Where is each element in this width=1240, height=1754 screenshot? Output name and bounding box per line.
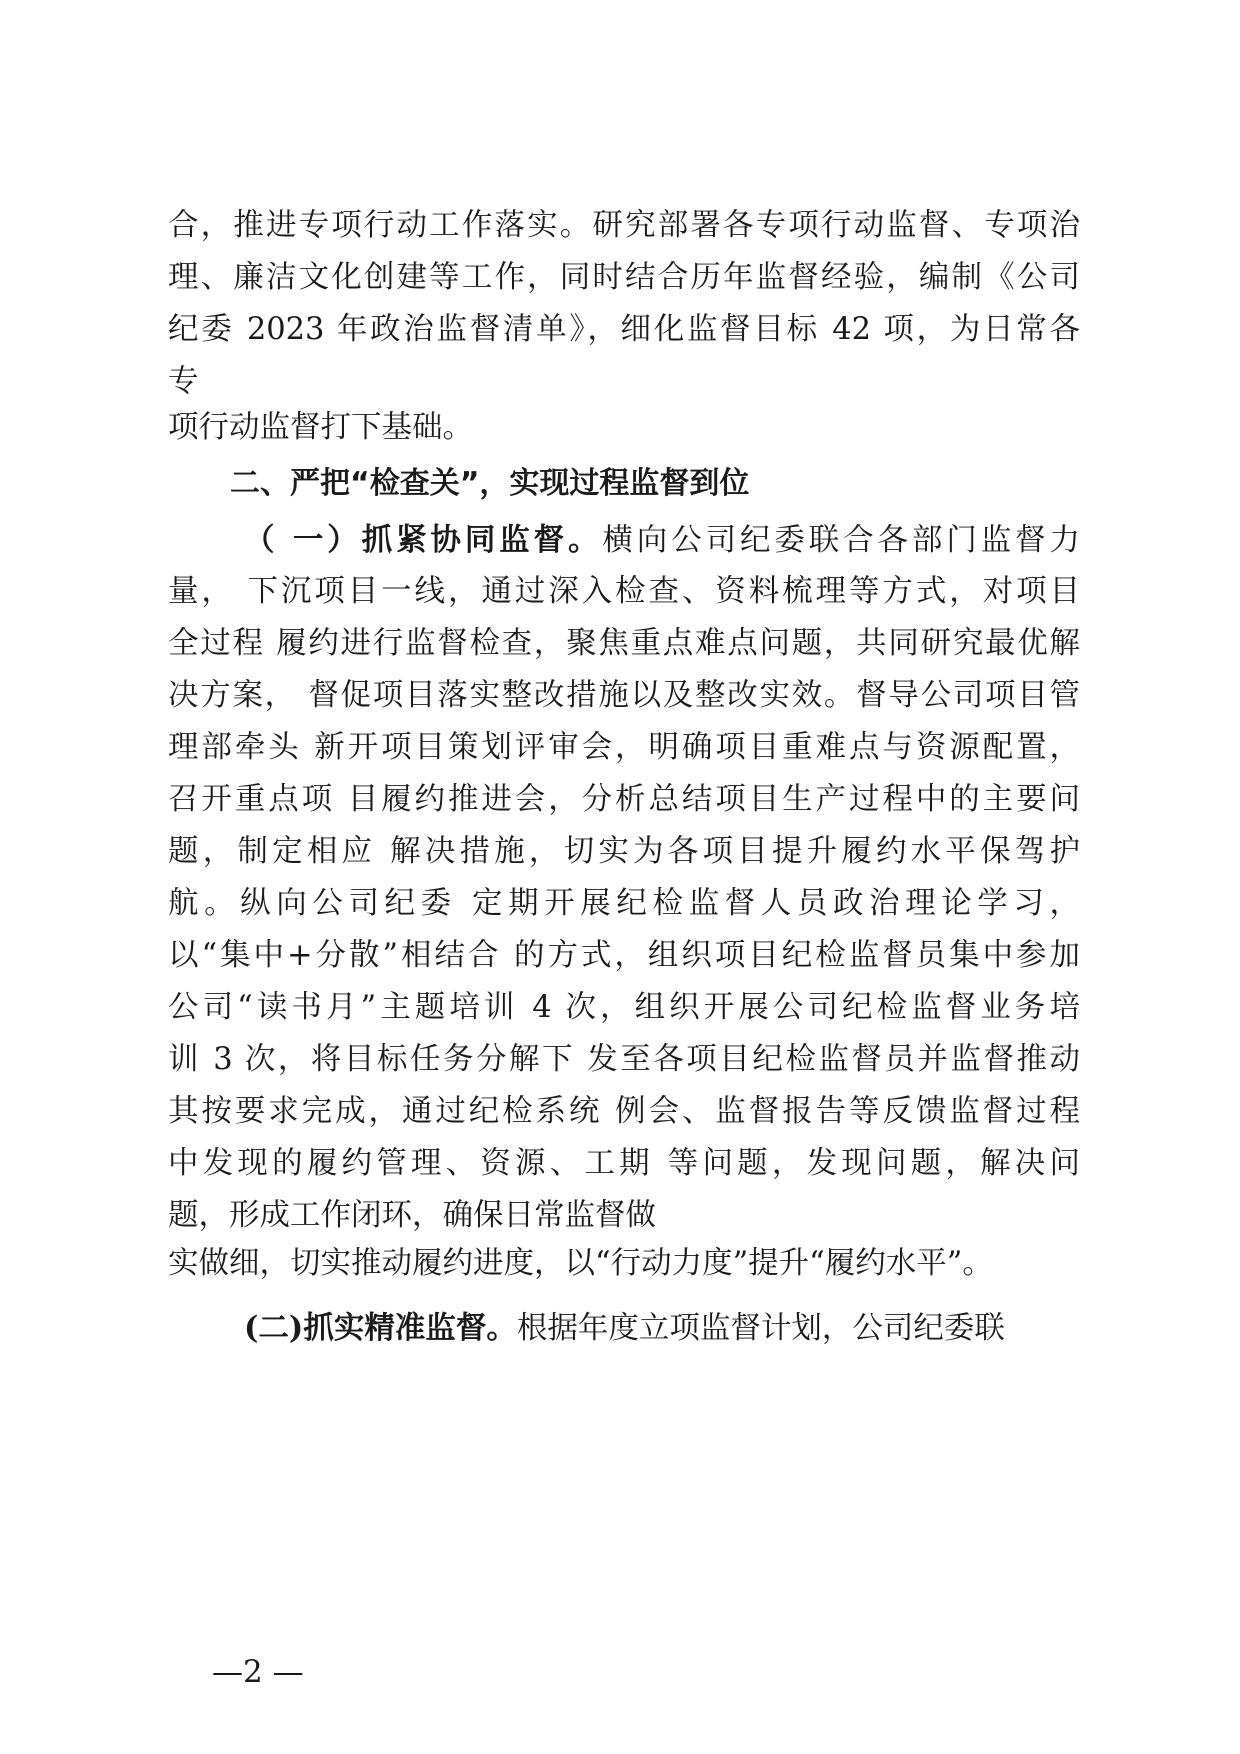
subsection-1-line: 量， 下沉项目一线，通过深入检查、资料梳理等方式，对项目 — [168, 574, 1080, 609]
subsection-1-line: 实做细，切实推动履约进度，以“行动力度”提升“履约水平”。 — [168, 1246, 993, 1281]
subsection-1-line: 召开重点项 目履约推进会，分析总结项目生产过程中的主要问 — [168, 782, 1080, 817]
subsection-1-title: （ 一）抓紧协同监督。 — [244, 522, 603, 558]
subsection-1-line: 理部牵头 新开项目策划评审会，明确项目重难点与资源配置， — [168, 730, 1080, 765]
section-heading: 二、严把“检查关”，实现过程监督到位 — [230, 466, 750, 501]
body-line-2: 理、廉洁文化创建等工作，同时结合历年监督经验，编制《公司 — [168, 260, 1080, 295]
subsection-1-line: 航。纵向公司纪委 定期开展纪检监督人员政治理论学习， — [168, 886, 1080, 921]
body-line-1: 合，推进专项行动工作落实。研究部署各专项行动监督、专项治 — [168, 208, 1080, 243]
subsection-1-line: 其按要求完成，通过纪检系统 例会、监督报告等反馈监督过程 — [168, 1094, 1080, 1129]
body-line-4: 专 — [168, 364, 199, 399]
subsection-2-title: (二)抓实精准监督。 — [244, 1310, 517, 1346]
body-line-5: 项行动监督打下基础。 — [168, 410, 473, 445]
subsection-1-first-text: 横向公司纪委联合各部门监督力 — [602, 523, 1080, 558]
subsection-1-line: 训 3 次，将目标任务分解下 发至各项目纪检监督员并监督推动 — [168, 1042, 1080, 1077]
body-line-3: 纪委 2023 年政治监督清单》，细化监督目标 42 项，为日常各 — [168, 312, 1080, 347]
subsection-1-line: 题，形成工作闭环，确保日常监督做 — [168, 1198, 656, 1233]
subsection-1-first-line — [244, 520, 1080, 560]
subsection-1-line: 中发现的履约管理、资源、工期 等问题，发现问题，解决问 — [168, 1146, 1080, 1181]
page-number: —2 — — [212, 1654, 304, 1690]
subsection-1-line: 全过程 履约进行监督检查，聚焦重点难点问题，共同研究最优解 — [168, 626, 1080, 661]
subsection-2-first-line — [244, 1308, 1005, 1348]
subsection-1-line: 以“集中+分散”相结合 的方式，组织项目纪检监督员集中参加 — [168, 938, 1080, 973]
subsection-1-line: 公司“读书月”主题培训 4 次，组织开展公司纪检监督业务培 — [168, 990, 1080, 1025]
subsection-2-first-text: 根据年度立项监督计划，公司纪委联 — [516, 1311, 1005, 1346]
subsection-1-line: 决方案， 督促项目落实整改措施以及整改实效。督导公司项目管 — [168, 678, 1080, 713]
subsection-1-line: 题，制定相应 解决措施，切实为各项目提升履约水平保驾护 — [168, 834, 1080, 869]
